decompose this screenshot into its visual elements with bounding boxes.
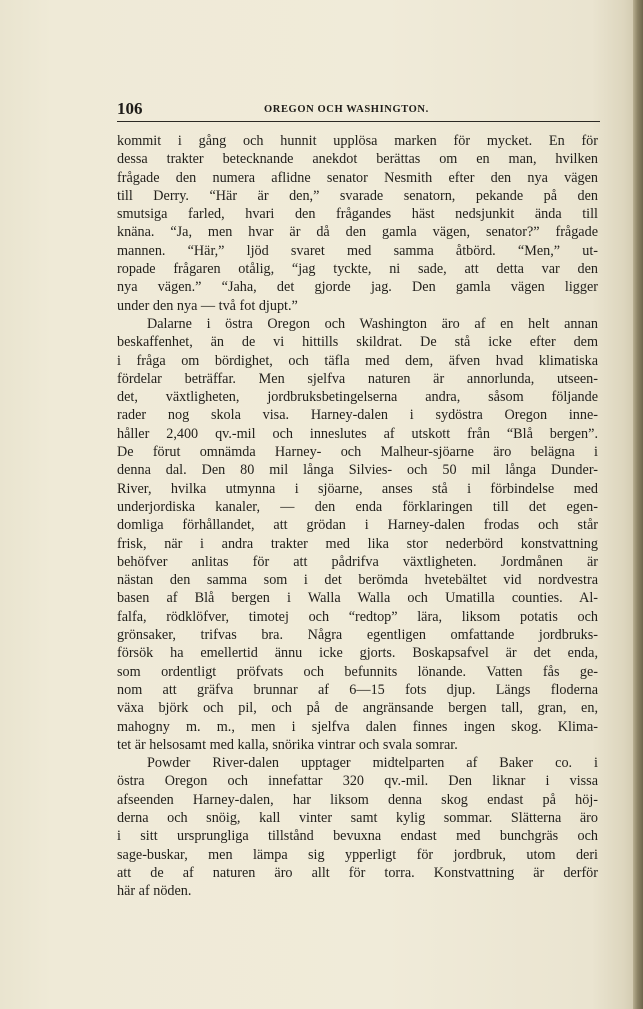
text-line: falfa, rödklöfver, timotej och “redtop” lära, liksom potatis och — [117, 608, 598, 625]
text-line: domliga förhållandet, att grödan i Harney-dalen frodas och står — [117, 517, 598, 534]
text-line: nya vägen.” “Jaha, det gjorde jag. Den gamla vägen ligger — [117, 279, 598, 296]
paragraph-end-line: under den nya — två fot djupt.” — [117, 297, 298, 314]
text-line: östra Oregon och innefattar 320 qv.-mil. Den liknar i vissa — [117, 773, 598, 790]
text-line: basen af Blå bergen i Walla Walla och Umatilla counties. Al- — [117, 590, 598, 607]
text-line: mahogny m. m., men i sjelfva dalen finnes ingen skog. Klima- — [117, 718, 598, 735]
text-line: försök ha emellertid ännu icke gjorts. Boskapsafvel är det enda, — [117, 645, 598, 662]
body-text — [117, 132, 598, 900]
text-line: kommit i gång och hunnit upplösa marken för mycket. En för — [117, 133, 598, 149]
paragraph-end-line: här af nöden. — [117, 883, 192, 900]
text-line: smutsiga farled, hvari den frågandes häst nedsjunkit ända till — [117, 206, 598, 223]
text-line: rader nog skola visa. Harney-dalen i sydöstra Oregon inne- — [117, 407, 598, 424]
text-line: knäna. “Ja, men hvar är då den gamla vägen, senator?” frågade — [117, 224, 598, 241]
text-line: i sitt ursprungliga tillstånd bevuxna endast med bunchgräs och — [117, 828, 598, 845]
text-line: denna dal. Den 80 mil långa Silvies- och 50 mil långa Dunder- — [117, 462, 598, 479]
text-line: till Derry. “Här är den,” svarade senatorn, pekande på den — [117, 187, 598, 204]
text-line: i fråga om bördighet, och täfla med dem, äfven hvad klimatiska — [117, 352, 598, 369]
text-line: att de af naturen äro allt för torra. Konstvattning är derför — [117, 864, 598, 881]
text-line: frisk, när i andra trakter med lika stor nederbörd konstvattning — [117, 535, 598, 552]
paragraph-start-line: Dalarne i östra Oregon och Washington äro af en helt annan — [147, 315, 598, 332]
running-title: OREGON OCH WASHINGTON. — [264, 104, 429, 115]
page-edge-shadow — [633, 0, 643, 1009]
text-line: nom att gräfva brunnar af 6—15 fots djup. Längs floderna — [117, 681, 598, 698]
text-line: behöfver anlitas för att pådrifva växtligheten. Jordmånen är — [117, 553, 598, 570]
text-line: nästan den samma som i det berömda hvetebältet vid nordvestra — [117, 572, 598, 589]
text-line: frågade den numera aflidne senator Nesmith efter den nya vägen — [117, 169, 598, 186]
page-header — [117, 99, 600, 122]
paragraph-start-line: Powder River-dalen upptager midtelparten af Baker co. i — [147, 755, 598, 772]
text-line: växa björk och pil, och på de angränsande bergen tall, gran, en, — [117, 700, 598, 717]
text-line: fördelar beträffar. Men sjelfva naturen är annorlunda, utseen- — [117, 370, 598, 387]
page-number: 106 — [117, 99, 143, 118]
text-line: sage-buskar, men lämpa sig ypperligt för jordbruk, utom deri — [117, 846, 598, 863]
text-line: ropade frågaren otålig, “jag tyckte, ni sade, att detta var den — [117, 261, 598, 278]
text-line: grönsaker, trifvas bra. Några egentligen omfattande jordbruks- — [117, 627, 598, 644]
text-line: håller 2,400 qv.-mil och inneslutes af utskott från “Blå bergen”. — [117, 425, 598, 442]
text-line: beskaffenhet, än de vi hittills skildrat. De stå icke efter dem — [117, 334, 598, 351]
text-line: mannen. “Här,” ljöd svaret med samma åtbörd. “Men,” ut- — [117, 242, 598, 259]
text-line: underjordiska kanaler, — den enda förklaringen till det egen- — [117, 498, 598, 515]
text-line: det, växtligheten, jordbruksbetingelserna andra, såsom följande — [117, 389, 598, 406]
paragraph-end-line: tet är helsosamt med kalla, snörika vintrar och svala somrar. — [117, 736, 458, 753]
text-line: derna och snöig, kall vinter samt kylig sommar. Slätterna äro — [117, 809, 598, 826]
text-line: som ordentligt pröfvats och befunnits lönande. Vatten fås ge- — [117, 663, 598, 680]
text-line: afseenden Harney-dalen, har liksom denna skog endast på höj- — [117, 791, 598, 808]
text-line: dessa trakter betecknande anekdot berättas om en man, hvilken — [117, 151, 598, 168]
text-line: River, hvilka utmynna i sjöarne, anses stå i förbindelse med — [117, 480, 598, 497]
text-line: De förut omnämda Harney- och Malheur-sjöarne äro belägna i — [117, 444, 598, 461]
